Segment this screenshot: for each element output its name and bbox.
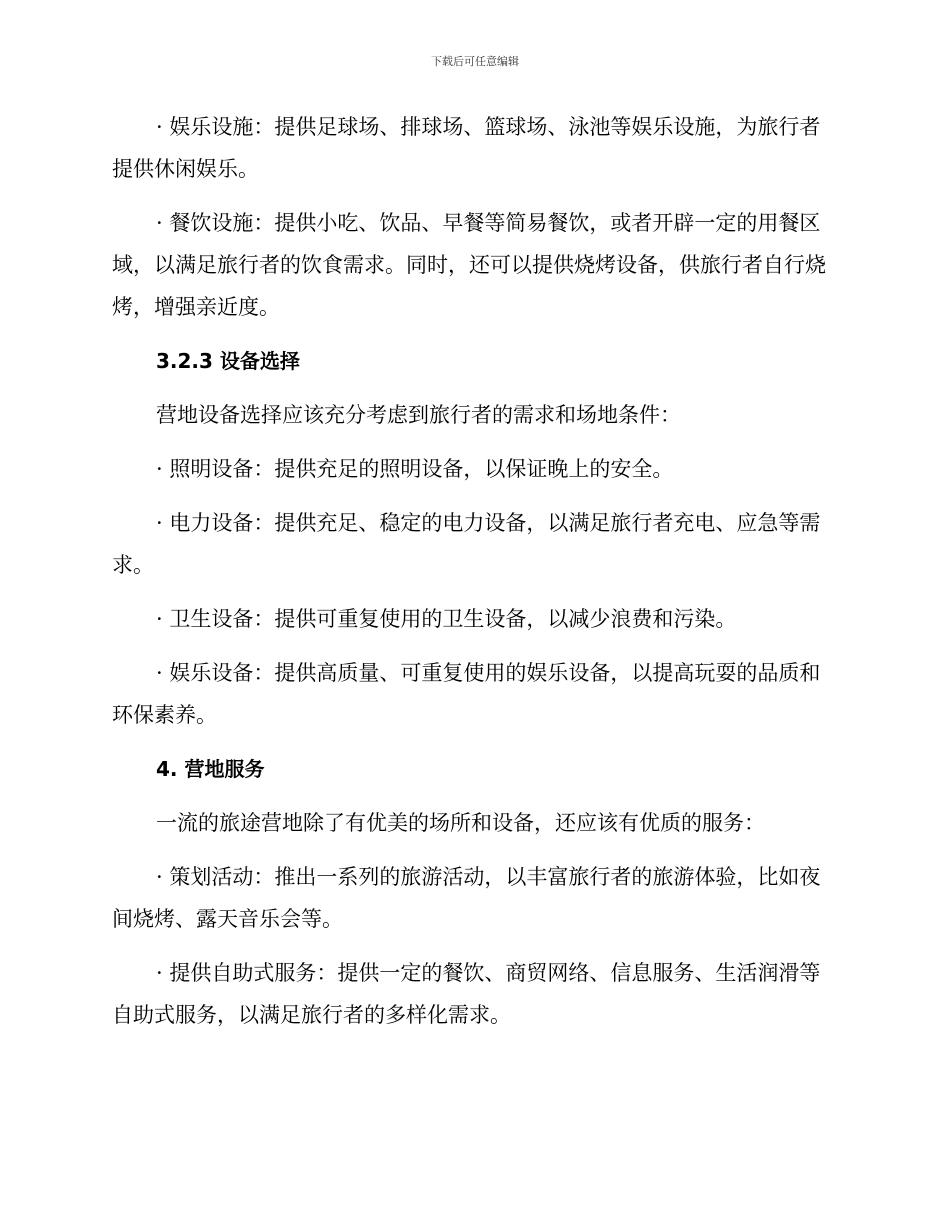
bullet-lighting-equipment: · 照明设备：提供充足的照明设备，以保证晚上的安全。 bbox=[156, 457, 674, 481]
bullet-power-equipment: · 电力设备：提供充足、稳定的电力设备，以满足旅行者充电、应急等需求。 bbox=[112, 511, 821, 577]
document-body bbox=[112, 106, 832, 1048]
intro-equipment-selection: 营地设备选择应该充分考虑到旅行者的需求和场地条件： bbox=[156, 403, 681, 427]
page-header: 下载后可任意编辑 bbox=[431, 55, 519, 68]
bullet-dining-facilities: · 餐饮设施：提供小吃、饮品、早餐等简易餐饮，或者开辟一定的用餐区域，以满足旅行者的饮食需求。同时，还可以提供烧烤设备，供旅行者自行烧烤，增强亲近度。 bbox=[112, 211, 826, 319]
intro-camp-services: 一流的旅途营地除了有优美的场所和设备，还应该有优质的服务： bbox=[156, 811, 765, 835]
bullet-self-service: · 提供自助式服务：提供一定的餐饮、商贸网络、信息服务、生活润滑等自助式服务，以满足旅行者的多样化需求。 bbox=[112, 961, 821, 1027]
bullet-sanitation-equipment: · 卫生设备：提供可重复使用的卫生设备，以减少浪费和污染。 bbox=[156, 607, 737, 631]
bullet-entertainment-equipment: · 娱乐设备：提供高质量、可重复使用的娱乐设备，以提高玩耍的品质和环保素养。 bbox=[112, 661, 821, 727]
section-heading-camp-services: 4. 营地服务 bbox=[156, 757, 265, 781]
bullet-entertainment-facilities: · 娱乐设施：提供足球场、排球场、篮球场、泳池等娱乐设施，为旅行者提供休闲娱乐。 bbox=[112, 115, 821, 181]
bullet-planned-activities: · 策划活动：推出一系列的旅游活动，以丰富旅行者的旅游体验，比如夜间烧烤、露天音乐会等。 bbox=[112, 865, 821, 931]
section-heading-equipment-selection: 3.2.3 设备选择 bbox=[156, 349, 300, 373]
